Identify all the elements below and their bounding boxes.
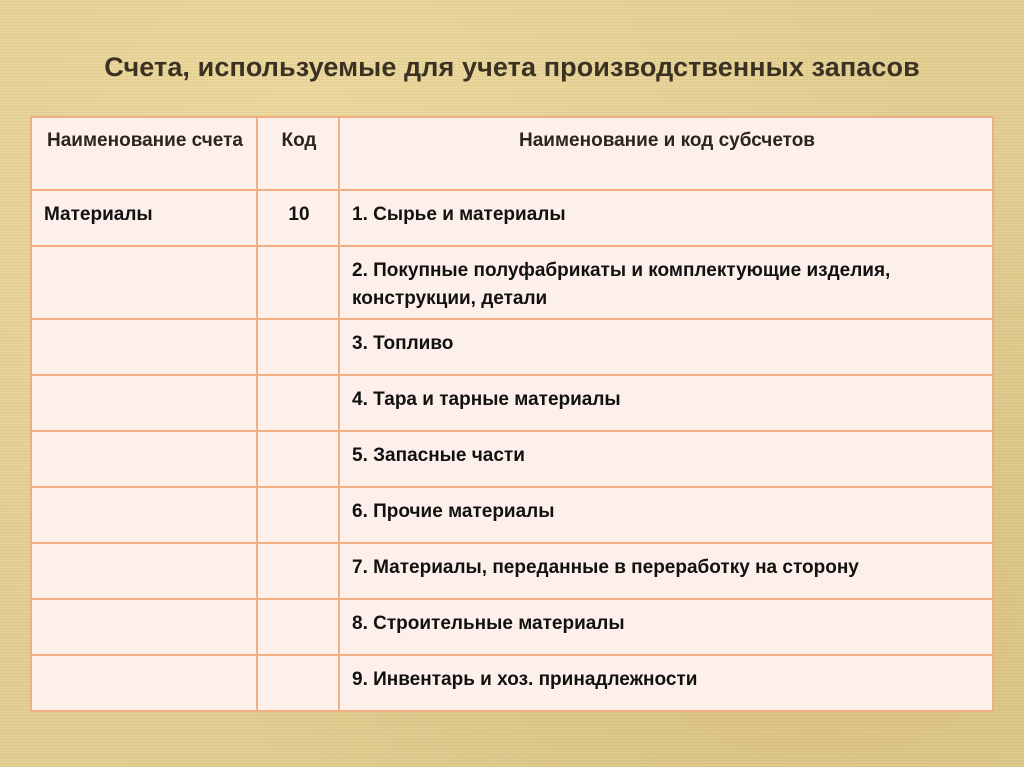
account-name-cell (31, 599, 257, 655)
table-row (31, 319, 993, 375)
account-name-cell (31, 375, 257, 431)
table-row (31, 431, 993, 487)
table-row (31, 599, 993, 655)
account-name-cell (31, 543, 257, 599)
table-row (31, 543, 993, 599)
account-name-cell (31, 431, 257, 487)
header-account-name: Наименование счета (31, 117, 257, 190)
account-code-cell (257, 431, 339, 487)
account-name-cell: Материалы (31, 190, 257, 246)
account-name-cell (31, 246, 257, 319)
table-row (31, 655, 993, 711)
table-row (31, 375, 993, 431)
account-name-cell (31, 319, 257, 375)
subaccount-cell: 1. Сырье и материалы (339, 190, 993, 246)
table-row (31, 190, 993, 246)
table-row (31, 487, 993, 543)
account-code-cell (257, 543, 339, 599)
subaccount-cell: 9. Инвентарь и хоз. принадлежности (339, 655, 993, 711)
table-header-row (31, 117, 993, 190)
subaccount-cell: 4. Тара и тарные материалы (339, 375, 993, 431)
subaccount-cell: 3. Топливо (339, 319, 993, 375)
table-row (31, 246, 993, 319)
accounts-table (30, 116, 994, 712)
account-name-cell (31, 655, 257, 711)
account-code-cell: 10 (257, 190, 339, 246)
account-code-cell (257, 375, 339, 431)
account-code-cell (257, 246, 339, 319)
subaccount-cell: 5. Запасные части (339, 431, 993, 487)
account-code-cell (257, 487, 339, 543)
page-title: Счета, используемые для учета производственных запасов (104, 52, 920, 82)
subaccount-cell: 8. Строительные материалы (339, 599, 993, 655)
subaccount-cell: 7. Материалы, переданные в переработку на сторону (339, 543, 993, 599)
header-subaccounts: Наименование и код субсчетов (339, 117, 993, 190)
subaccount-cell: 2. Покупные полуфабрикаты и комплектующие изделия, конструкции, детали (339, 246, 993, 319)
account-code-cell (257, 319, 339, 375)
account-code-cell (257, 655, 339, 711)
header-code: Код (257, 117, 339, 190)
account-name-cell (31, 487, 257, 543)
subaccount-cell: 6. Прочие материалы (339, 487, 993, 543)
account-code-cell (257, 599, 339, 655)
